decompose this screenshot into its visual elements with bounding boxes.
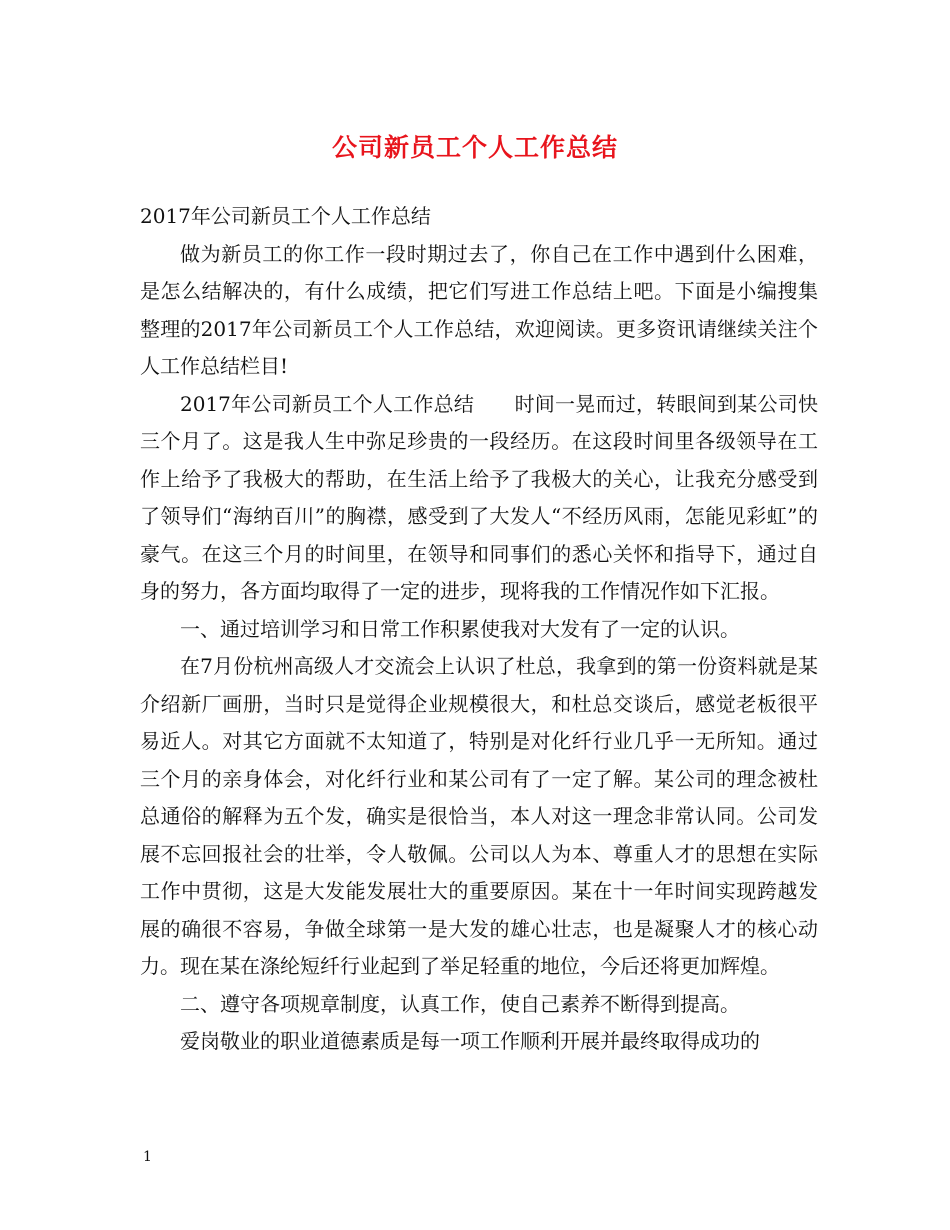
section-heading: 二、遵守各项规章制度，认真工作，使自己素养不断得到提高。 <box>180 991 740 1016</box>
subtitle-paragraph: 2017年公司新员工个人工作总结 <box>140 204 431 228</box>
page-number: 1 <box>143 1149 152 1165</box>
document-title: 公司新员工个人工作总结 <box>331 133 618 162</box>
body-paragraph: 在7月份杭州高级人才交流会上认识了杜总，我拿到的第一份资料就是某介绍新厂画册，当时只是觉得企业规模很大，和杜总交谈后，感觉老板很平易近人。对其它方面就不太知道了，特别是对化纤行业几乎一无所知。通过三个月的亲身体会，对化纤行业和某公司有了一定了解。某公司的理念被杜总通俗的解释为五个发，确实是很恰当，本人对这一理念非常认同。公司发展不忘回报社会的壮举，令人敬佩。公司以人为本、尊重人才的思想在实际工作中贯彻，这是大发能发展壮大的重要原因。某在十一年时间实现跨越发展的确很不容易，争做全球第一是大发的雄心壮志，也是凝聚人才的核心动力。现在某在涤纶短纤行业起到了举足轻重的地位，今后还将更加辉煌。 <box>140 654 818 978</box>
body-paragraph: 爱岗敬业的职业道德素质是每一项工作顺利开展并最终取得成功的 <box>180 1029 760 1053</box>
section-heading: 一、通过培训学习和日常工作积累使我对大发有了一定的认识。 <box>180 616 740 641</box>
body-paragraph: 做为新员工的你工作一段时期过去了，你自己在工作中遇到什么困难，是怎么结解决的，有什么成绩，把它们写进工作总结上吧。下面是小编搜集整理的2017年公司新员工个人工作总结，欢迎阅读。更多资讯请继续关注个人工作总结栏目! <box>140 241 818 378</box>
body-paragraph: 2017年公司新员工个人工作总结 时间一晃而过，转眼间到某公司快三个月了。这是我人生中弥足珍贵的一段经历。在这段时间里各级领导在工作上给予了我极大的帮助，在生活上给予了我极大的关心，让我充分感受到了领导们“海纳百川”的胸襟，感受到了大发人“不经历风雨，怎能见彩虹”的豪气。在这三个月的时间里，在领导和同事们的悉心关怀和指导下，通过自身的努力，各方面均取得了一定的进步，现将我的工作情况作如下汇报。 <box>140 391 818 603</box>
document-body <box>140 198 818 1061</box>
